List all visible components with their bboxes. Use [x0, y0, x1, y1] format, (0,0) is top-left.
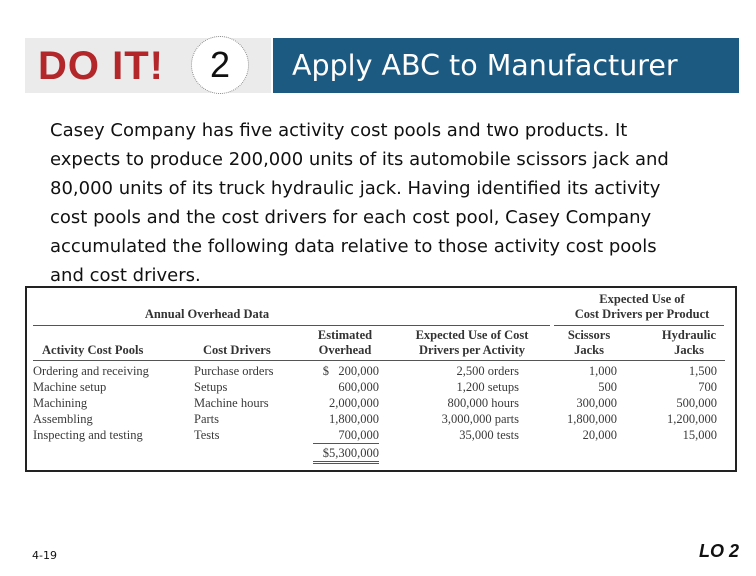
do-it-label: DO IT! [38, 44, 164, 88]
total-overhead: $5,300,000 [322, 446, 379, 460]
cell-expected: 2,500 orders [456, 364, 519, 378]
cell-scissors: 1,800,000 [567, 412, 617, 426]
cell-driver: Purchase orders [194, 364, 274, 378]
column-header-overhead-line1: Estimated [317, 328, 373, 342]
cell-overhead: 1,800,000 [329, 412, 379, 426]
column-header-hydraulic-line1: Hydraulic [661, 328, 717, 342]
cell-pool: Machine setup [33, 380, 107, 394]
cell-overhead: 2,000,000 [329, 396, 379, 410]
column-header-scissors-line1: Scissors [567, 328, 611, 342]
group-header-annual-overhead: Annual Overhead Data [144, 307, 270, 321]
total-double-rule-bottom [313, 463, 379, 464]
cell-driver: Machine hours [194, 396, 269, 410]
cell-expected: 35,000 tests [459, 428, 519, 442]
column-header-driver: Cost Drivers [203, 343, 271, 357]
intro-line: accumulated the following data relative to those activity cost pools [50, 236, 657, 257]
column-header-overhead-line2: Overhead [318, 343, 372, 357]
cell-pool: Assembling [33, 412, 93, 426]
group-header-rule-left [33, 325, 550, 326]
total-double-rule-top [313, 461, 379, 462]
column-header-pool: Activity Cost Pools [42, 343, 144, 357]
step-number-badge [191, 36, 249, 94]
cell-hydraulic: 1,500 [688, 364, 717, 378]
cell-scissors: 500 [598, 380, 617, 394]
column-header-hydraulic-line2: Jacks [674, 343, 704, 357]
cell-expected: 3,000,000 parts [441, 412, 519, 426]
cell-overhead: 700,000 [338, 428, 379, 442]
header-title-panel [273, 38, 739, 93]
cell-hydraulic: 700 [698, 380, 717, 394]
column-header-expected-line1: Expected Use of Cost [415, 328, 529, 342]
cell-scissors: 1,000 [588, 364, 617, 378]
intro-paragraph [50, 116, 740, 290]
cell-pool: Inspecting and testing [33, 428, 143, 442]
intro-line: 80,000 units of its truck hydraulic jack. Having identified its activity [50, 178, 661, 199]
total-rule [313, 443, 379, 444]
slide-number: 4-19 [32, 549, 57, 562]
cell-driver: Tests [194, 428, 220, 442]
cell-expected: 800,000 hours [447, 396, 519, 410]
cell-hydraulic: 15,000 [682, 428, 717, 442]
cell-scissors: 20,000 [582, 428, 617, 442]
intro-line: expects to produce 200,000 units of its automobile scissors jack and [50, 149, 669, 170]
column-header-rule [33, 360, 725, 361]
slide-title: Apply ABC to Manufacturer [292, 49, 678, 82]
cell-expected: 1,200 setups [456, 380, 519, 394]
cell-hydraulic: 500,000 [676, 396, 717, 410]
column-header-scissors-line2: Jacks [574, 343, 604, 357]
cell-hydraulic: 1,200,000 [667, 412, 717, 426]
intro-line: Casey Company has five activity cost pools and two products. It [50, 120, 628, 141]
cell-driver: Setups [194, 380, 228, 394]
learning-objective: LO 2 [698, 541, 739, 561]
cell-scissors: 300,000 [576, 396, 617, 410]
intro-line: cost pools and the cost drivers for each cost pool, Casey Company [50, 207, 652, 228]
group-header-expected-use-line1: Expected Use of [599, 292, 685, 306]
group-header-rule-right [554, 325, 724, 326]
cell-overhead: $ 200,000 [322, 364, 379, 378]
cell-pool: Ordering and receiving [33, 364, 149, 378]
column-header-expected-line2: Drivers per Activity [419, 343, 525, 357]
cell-pool: Machining [33, 396, 88, 410]
overhead-data-table [25, 286, 737, 472]
intro-line: and cost drivers. [50, 265, 201, 286]
step-number: 2 [209, 44, 231, 85]
group-header-expected-use-line2: Cost Drivers per Product [574, 307, 710, 321]
cell-overhead: 600,000 [338, 380, 379, 394]
cell-driver: Parts [194, 412, 219, 426]
